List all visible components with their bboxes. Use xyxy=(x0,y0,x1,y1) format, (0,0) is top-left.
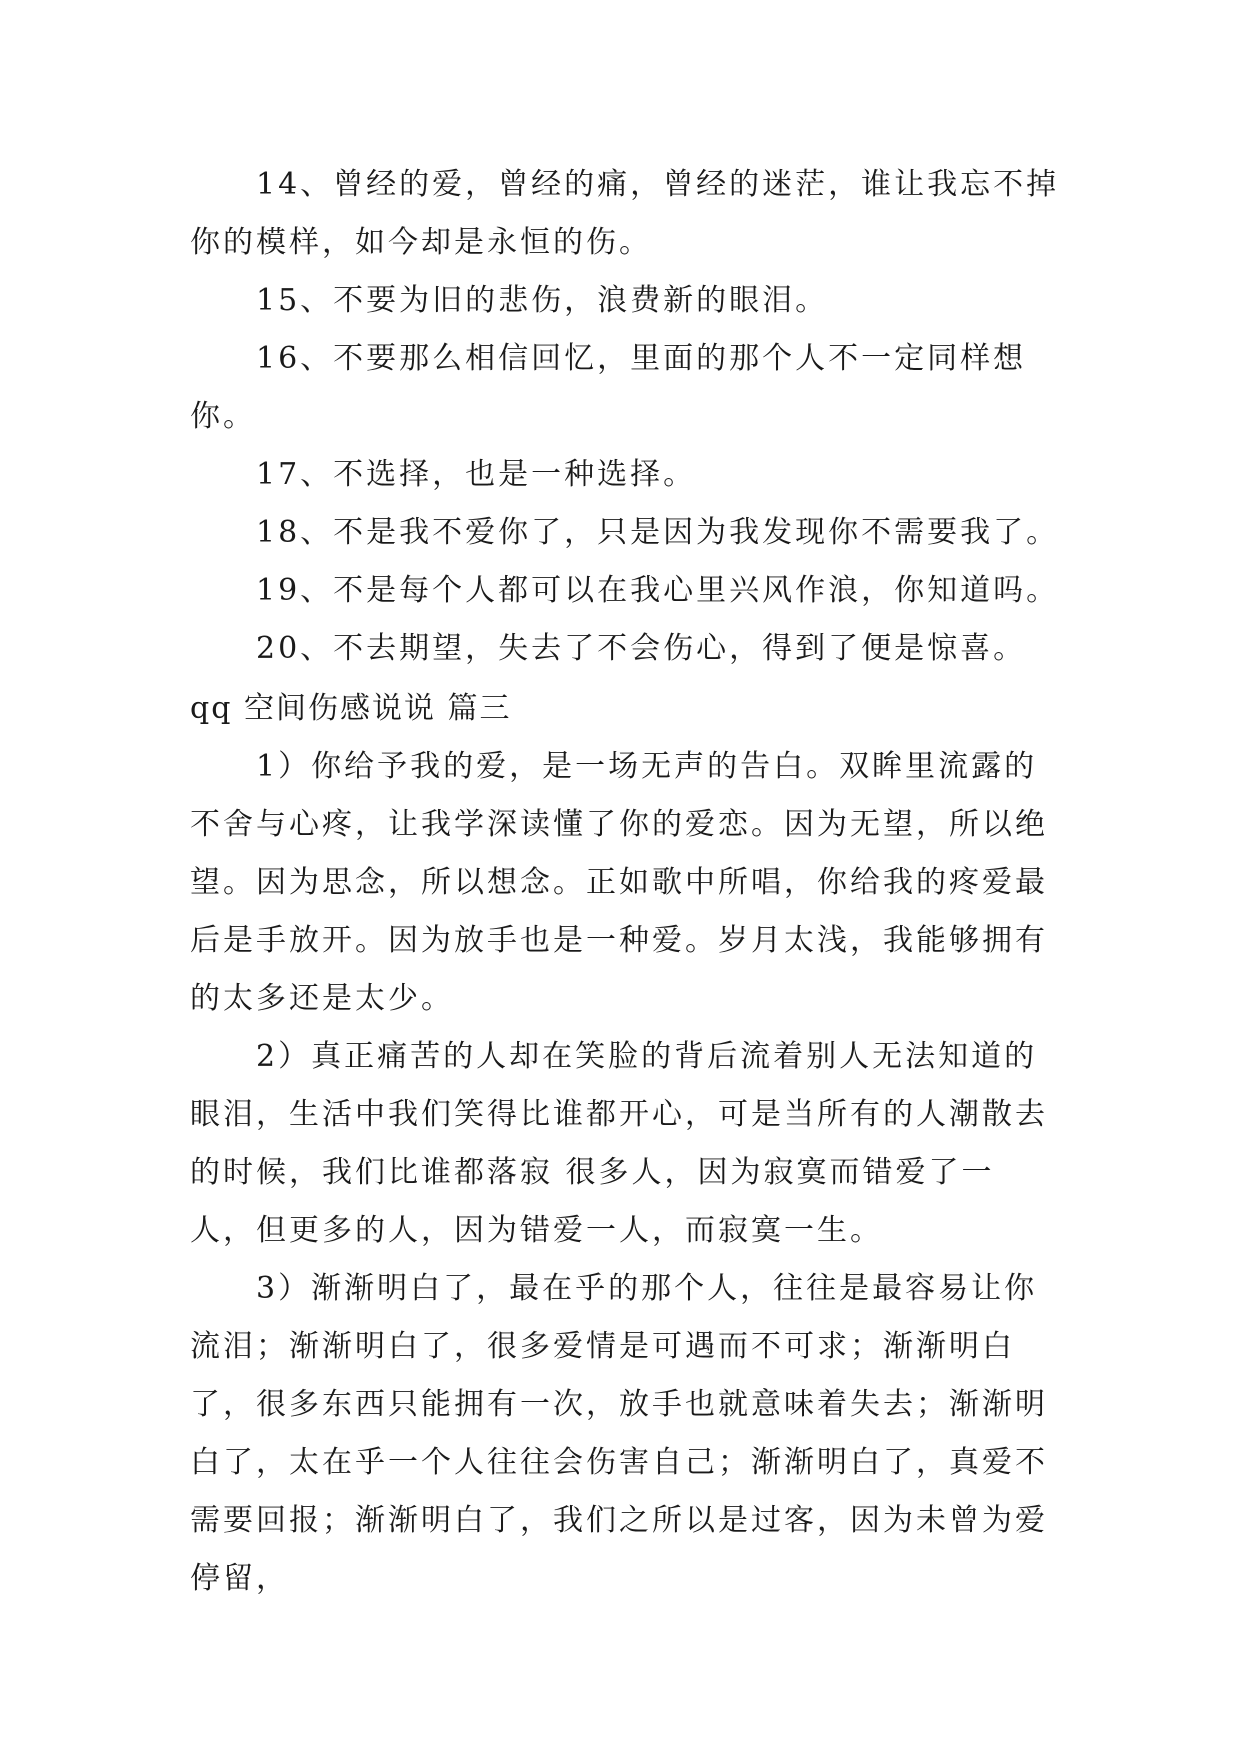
quote-16: 16、不要那么相信回忆，里面的那个人不一定同样想你。 xyxy=(190,341,1027,434)
section-three xyxy=(190,680,1060,1608)
paragraph-2: 2）真正痛苦的人却在笑脸的背后流着别人无法知道的眼泪，生活中我们笑得比谁都开心，可是当所有的人潮散去的时候，我们比谁都落寂 很多人，因为寂寞而错爱了一人，但更多的人，因为错爱一人，而寂寞一生。 xyxy=(190,1039,1048,1248)
quote-20: 20、不去期望，失去了不会伤心，得到了便是惊喜。 xyxy=(256,631,1027,666)
section-heading: qq 空间伤感说说 篇三 xyxy=(190,691,512,726)
quote-14: 14、曾经的爱，曾经的痛，曾经的迷茫，谁让我忘不掉你的模样，如今却是永恒的伤。 xyxy=(190,167,1060,260)
quotes-list-section xyxy=(190,156,1060,678)
paragraph-1: 1）你给予我的爱，是一场无声的告白。双眸里流露的不舍与心疼，让我学深读懂了你的爱恋。因为无望，所以绝望。因为思念，所以想念。正如歌中所唱，你给我的疼爱最后是手放开。因为放手也是一种爱。岁月太浅，我能够拥有的太多还是太少。 xyxy=(190,749,1048,1016)
quote-15: 15、不要为旧的悲伤，浪费新的眼泪。 xyxy=(256,283,829,318)
paragraph-3: 3）渐渐明白了，最在乎的那个人，往往是最容易让你流泪；渐渐明白了，很多爱情是可遇而不可求；渐渐明白了，很多东西只能拥有一次，放手也就意味着失去；渐渐明白了，太在乎一个人往往会伤害自己；渐渐明白了，真爱不需要回报；渐渐明白了，我们之所以是过客，因为未曾为爱停留， xyxy=(190,1271,1048,1596)
quote-17: 17、不选择，也是一种选择。 xyxy=(256,457,697,492)
quote-18: 18、不是我不爱你了，只是因为我发现你不需要我了。 xyxy=(256,515,1060,550)
quote-19: 19、不是每个人都可以在我心里兴风作浪，你知道吗。 xyxy=(256,573,1060,608)
